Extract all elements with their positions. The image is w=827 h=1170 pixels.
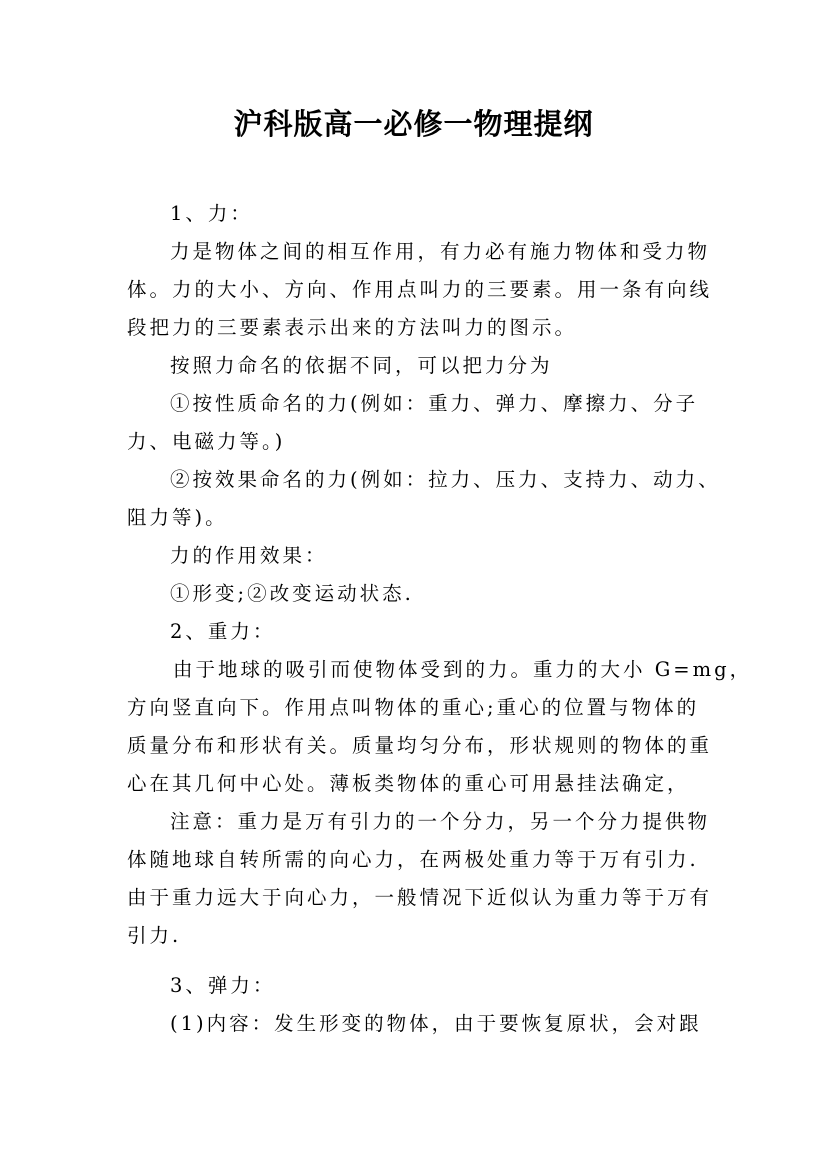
document-body bbox=[127, 195, 753, 1043]
paragraph-line: 心在其几何中心处。薄板类物体的重心可用悬挂法确定， bbox=[127, 772, 690, 795]
list-item-line: ①按性质命名的力(例如：重力、弹力、摩擦力、分子 bbox=[170, 392, 699, 415]
list-item-line: 阻力等)。 bbox=[127, 506, 228, 529]
paragraph-line: 由于重力远大于向心力，一般情况下近似认为重力等于万有 bbox=[127, 886, 713, 909]
paragraph-line: (1)内容：发生形变的物体，由于要恢复原状，会对跟 bbox=[170, 1012, 702, 1035]
paragraph-line: 方向竖直向下。作用点叫物体的重心;重心的位置与物体的 bbox=[127, 696, 700, 719]
section-heading-gravity: 2、重力： bbox=[170, 620, 276, 643]
section-heading-elastic-force: 3、弹力： bbox=[170, 974, 276, 997]
paragraph-line: 注意：重力是万有引力的一个分力，另一个分力提供物 bbox=[170, 810, 711, 833]
section-heading-force: 1、力： bbox=[170, 202, 253, 225]
paragraph-line: 力是物体之间的相互作用，有力必有施力物体和受力物 bbox=[170, 240, 711, 263]
paragraph-line: 引力. bbox=[127, 924, 182, 947]
paragraph-line: 段把力的三要素表示出来的方法叫力的图示。 bbox=[127, 316, 578, 339]
paragraph-line: 质量分布和形状有关。质量均匀分布，形状规则的物体的重 bbox=[127, 734, 713, 757]
list-item-line: ②按效果命名的力(例如：拉力、压力、支持力、动力、 bbox=[170, 468, 721, 491]
list-item-line: 力、电磁力等。) bbox=[127, 430, 286, 453]
document-title: 沪科版高一必修一物理提纲 bbox=[233, 107, 594, 141]
paragraph-line: ①形变;②改变运动状态. bbox=[170, 582, 414, 605]
paragraph-line: 按照力命名的依据不同，可以把力分为 bbox=[170, 354, 553, 377]
paragraph-line: 体随地球自转所需的向心力，在两极处重力等于万有引力. bbox=[127, 848, 699, 871]
paragraph-gap bbox=[127, 955, 717, 967]
paragraph-line: 由于地球的吸引而使物体受到的力。重力的大小 G=mg， bbox=[173, 658, 753, 681]
paragraph-line: 体。力的大小、方向、作用点叫力的三要素。用一条有向线 bbox=[127, 278, 713, 301]
paragraph-line: 力的作用效果： bbox=[170, 544, 328, 567]
